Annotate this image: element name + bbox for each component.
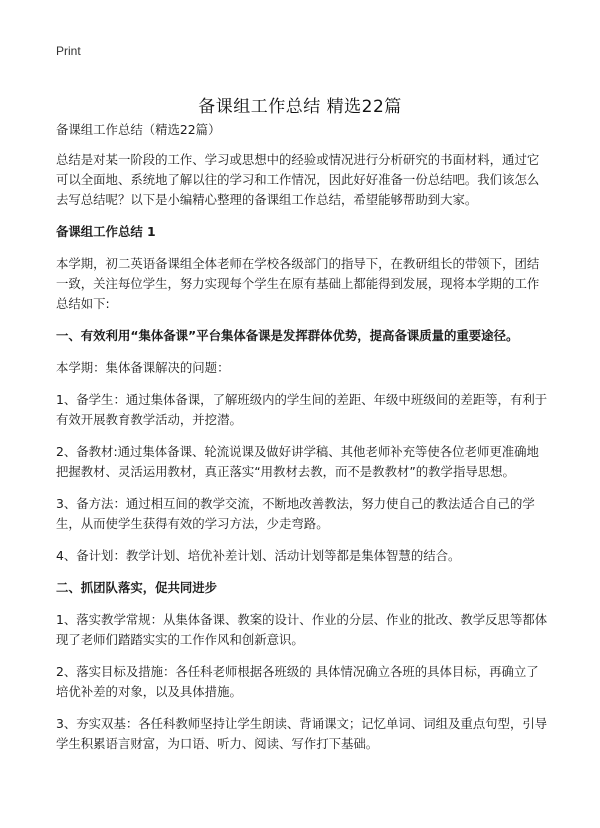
list-item: 3、备方法：通过相互间的教学交流，不断地改善教法，努力使自己的教法适合自己的学生，从而使学生获得有效的学习方法，少走弯路。 [56,496,535,531]
problems-intro: 本学期：集体备课解决的问题： [56,360,230,375]
heading-team-implementation: 二、抓团队落实，促共同进步 [56,580,218,595]
section-intro-paragraph: 本学期，初二英语备课组全体老师在学校各级部门的指导下，在教研组长的带领下，团结一致，关注每位学生，努力实现每个学生在原有基础上都能得到发展，现将本学期的工作总结如下: [56,256,540,311]
article-subtitle: 备课组工作总结（精选22篇） [56,122,221,137]
intro-paragraph: 总结是对某一阶段的工作、学习或思想中的经验或情况进行分析研究的书面材料，通过它可以全面地、系统地了解以往的学习和工作情况，因此好好准备一份总结吧。我们该怎么去写总结呢？以下是小编精心整理的备课组工作总结，希望能够帮助到大家。 [56,152,540,207]
list-item: 3、夯实双基：各任科教师坚持让学生朗读、背诵课文；记忆单词、词组及重点句型，引导学生积累语言财富，为口语、听力、阅读、写作打下基础。 [56,716,548,751]
article-body [56,120,548,766]
heading-collective-prep: 一、有效利用“集体备课”平台集体备课是发挥群体优势，提高备课质量的重要途径。 [56,328,519,343]
list-item: 1、落实教学常规：从集体备课、教案的设计、作业的分层、作业的批改、教学反思等都体现了老师们踏踏实实的工作作风和创新意识。 [56,612,548,647]
print-link[interactable]: Print [56,44,81,58]
page-title: 备课组工作总结 精选22篇 [198,97,402,118]
list-item: 4、备计划：教学计划、培优补差计划、活动计划等都是集体智慧的结合。 [56,548,461,563]
list-item: 1、备学生：通过集体备课，了解班级内的学生间的差距、年级中班级间的差距等，有利于有效开展教育教学活动，并挖潜。 [56,392,548,427]
list-item: 2、落实目标及措施：各任科老师根据各班级的 具体情况确立各班的具体目标，再确立了培优补差的对象，以及具体措施。 [56,664,539,699]
list-item: 2、备教材:通过集体备课、轮流说课及做好讲学稿、其他老师补充等使各位老师更准确地把握教材、灵活运用教材，真正落实“用教材去教，而不是教教材”的教学指导思想。 [56,444,539,479]
section-heading: 备课组工作总结 1 [56,224,156,239]
